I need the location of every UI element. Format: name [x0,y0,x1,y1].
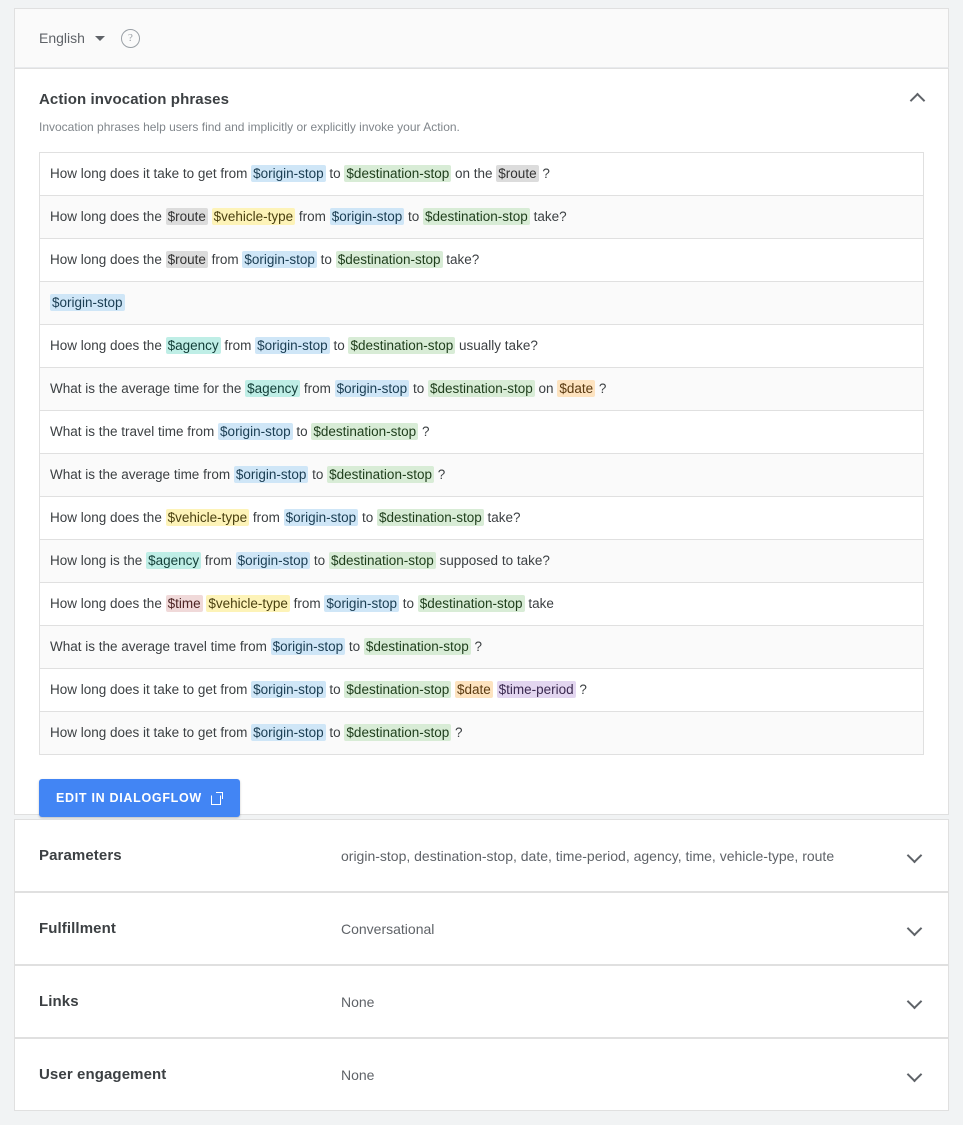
section-value: Conversational [341,920,435,937]
section-user-engagement[interactable] [14,1038,949,1111]
page-title: Action invocation phrases [39,91,230,108]
invocation-subtitle: Invocation phrases help users find and implicitly or explicitly invoke your Action. [39,120,460,134]
phrase-text: How long does it take to get from [50,682,252,697]
phrase-text: How long does the [50,596,166,611]
phrase-text: to [358,510,377,525]
chevron-down-icon[interactable] [906,920,924,938]
parameter-chip: $origin-stop [331,209,403,224]
invocation-phrase-row[interactable] [40,583,923,626]
invocation-phrase-row[interactable] [40,626,923,669]
parameter-chip: $destination-stop [346,166,450,181]
phrase-text: How long does it take to get from [50,166,252,181]
phrase-text: How long does the [50,510,166,525]
parameter-chip: $destination-stop [429,381,533,396]
phrase-text: take? [529,209,567,224]
phrase-text: ? [538,166,550,181]
phrase-text: How long does the [50,209,166,224]
invocation-phrase-row[interactable] [40,325,923,368]
phrase-text: What is the average time for the [50,381,246,396]
language-bar [14,8,949,68]
parameter-chip: $origin-stop [244,252,315,267]
parameter-chip: $vehicle-type [213,209,294,224]
parameter-chip: $destination-stop [313,424,417,439]
parameter-chip: $agency [247,381,299,396]
phrase-text: How long does the [50,252,166,267]
parameter-chip: $destination-stop [350,338,454,353]
section-value: None [341,1066,375,1083]
help-circle-icon[interactable]: ? [121,29,140,48]
invocation-phrase-row[interactable] [40,669,923,712]
phrase-text: How long does it take to get from [50,725,252,740]
parameter-chip: $destination-stop [425,209,528,224]
phrase-text: take [524,596,554,611]
parameter-chip: $destination-stop [378,510,482,525]
section-title: User engagement [39,1066,167,1083]
phrase-text: to [310,553,329,568]
parameter-chip: $destination-stop [337,252,441,267]
phrase-text [493,682,497,697]
phrase-text: ? [433,467,446,482]
phrase-text: to [308,467,328,482]
edit-in-dialogflow-button[interactable] [39,779,240,817]
parameter-chip: $origin-stop [220,424,291,439]
phrase-text: What is the travel time from [50,424,219,439]
parameter-chip: $agency [148,553,200,568]
section-fulfillment[interactable] [14,892,949,965]
phrase-text: from [300,381,335,396]
phrase-text: on the [451,166,497,181]
section-parameters[interactable] [14,819,949,892]
invocation-phrase-row[interactable] [40,153,923,196]
parameter-chip: $destination-stop [329,467,432,482]
phrase-text: to [325,725,345,740]
invocation-phrase-row[interactable] [40,368,923,411]
invocation-phrase-row[interactable] [40,540,923,583]
phrase-text: take? [442,252,480,267]
parameter-chip: $origin-stop [326,596,397,611]
parameter-chip: $time [167,596,201,611]
section-title: Links [39,993,79,1010]
parameter-chip: $destination-stop [346,725,450,740]
edit-in-dialogflow-wrap [39,779,924,817]
phrase-text: What is the average time from [50,467,234,482]
parameter-chip: $date [559,381,594,396]
parameter-chip: $origin-stop [253,682,324,697]
parameter-chip: $origin-stop [336,381,408,396]
parameter-chip: $vehicle-type [208,596,288,611]
phrase-text: ? [451,725,463,740]
invocation-phrase-row[interactable] [40,196,923,239]
phrase-text: to [409,381,428,396]
phrase-text: to [316,252,336,267]
phrase-text: take? [483,510,521,525]
phrase-text: to [404,209,423,224]
phrase-text: from [207,252,243,267]
parameter-chip: $destination-stop [365,639,469,654]
edit-in-dialogflow-label: EDIT IN DIALOGFLOW [56,791,202,805]
parameter-chip: $origin-stop [285,510,357,525]
chevron-down-icon[interactable] [906,847,924,865]
chevron-down-icon[interactable] [95,36,105,41]
phrase-text: to [345,639,364,654]
section-title: Fulfillment [39,920,116,937]
invocation-phrase-row[interactable] [40,411,923,454]
language-selector[interactable] [39,30,105,46]
external-link-icon [211,792,223,804]
invocation-phrase-row[interactable] [40,282,923,325]
parameter-chip: $origin-stop [272,639,344,654]
invocation-phrase-row[interactable] [40,712,923,755]
phrase-text: supposed to take? [435,553,550,568]
section-value: origin-stop, destination-stop, date, time-period, agency, time, vehicle-type, route [341,847,835,864]
section-title: Parameters [39,847,122,864]
phrase-text: usually take? [455,338,538,353]
chevron-down-icon[interactable] [906,993,924,1011]
phrase-text: to [292,424,312,439]
invocation-phrase-row[interactable] [40,454,923,497]
parameter-chip: $vehicle-type [167,510,248,525]
invocation-phrase-row[interactable] [40,497,923,540]
parameter-chip: $route [167,252,206,267]
invocation-header [15,69,948,134]
parameter-chip: $origin-stop [253,725,324,740]
phrase-text: How long does the [50,338,166,353]
parameter-chip: $route [498,166,537,181]
phrase-text: from [249,510,284,525]
phrase-text: ? [575,682,587,697]
phrase-text: to [325,682,345,697]
phrase-text: ? [595,381,607,396]
parameter-chip: $origin-stop [253,166,324,181]
chevron-down-icon[interactable] [906,1066,924,1084]
phrase-text: on [534,381,558,396]
phrase-text: to [329,338,349,353]
phrase-text: from [220,338,256,353]
parameter-chip: $origin-stop [257,338,328,353]
parameter-chip: $destination-stop [330,553,434,568]
parameter-chip: $agency [167,338,219,353]
action-invocation-phrases-card [14,68,949,815]
parameter-chip: $origin-stop [52,295,123,310]
chevron-up-icon[interactable] [910,91,926,107]
phrase-text: ? [418,424,430,439]
parameter-chip: $time-period [498,682,574,697]
invocation-phrase-row[interactable] [40,239,923,282]
parameter-chip: $destination-stop [419,596,523,611]
parameter-chip: $date [457,682,491,697]
section-links[interactable] [14,965,949,1038]
language-label: English [39,30,85,46]
phrase-text: What is the average travel time from [50,639,271,654]
phrase-text: to [325,166,345,181]
parameter-chip: $route [167,209,206,224]
parameter-chip: $origin-stop [235,467,307,482]
invocation-phrase-list [39,152,924,755]
parameter-chip: $origin-stop [237,553,309,568]
phrase-text: How long is the [50,553,147,568]
parameter-chip: $destination-stop [346,682,450,697]
phrase-text: from [201,553,236,568]
phrase-text: to [398,596,418,611]
section-value: None [341,993,375,1010]
phrase-text: ? [470,639,482,654]
phrase-text: from [289,596,325,611]
phrase-text: from [295,209,330,224]
